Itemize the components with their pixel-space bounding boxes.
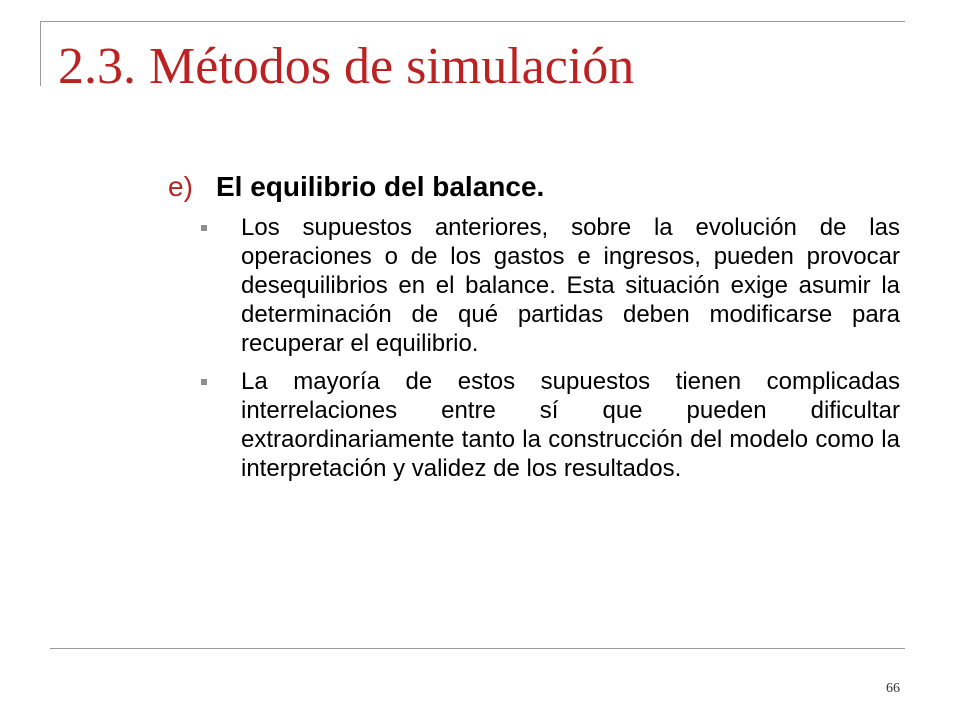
bullet-list bbox=[200, 213, 900, 492]
section-marker: e) bbox=[168, 171, 193, 202]
page-number: 66 bbox=[886, 681, 900, 696]
section-heading bbox=[168, 170, 544, 204]
list-item bbox=[200, 367, 900, 483]
bullet-text: Los supuestos anteriores, sobre la evolución de las operaciones o de los gastos e ingresos, pueden provocar desequilibrios en el balance. Esta situación exige asumir la determinación de qué partidas deben modificarse para recuperar el equilibrio. bbox=[241, 214, 900, 357]
bottom-rule bbox=[50, 648, 905, 649]
list-item bbox=[200, 213, 900, 358]
square-bullet-icon bbox=[201, 225, 207, 231]
slide-title: 2.3. Métodos de simulación bbox=[58, 38, 635, 95]
left-rule bbox=[40, 21, 41, 86]
top-rule bbox=[40, 21, 905, 22]
square-bullet-icon bbox=[201, 379, 207, 385]
bullet-text: La mayoría de estos supuestos tienen complicadas interrelaciones entre sí que pueden dificultar extraordinariamente tanto la construcción del modelo como la interpretación y validez de los resultados. bbox=[241, 368, 900, 482]
section-heading-text: El equilibrio del balance. bbox=[216, 171, 545, 202]
